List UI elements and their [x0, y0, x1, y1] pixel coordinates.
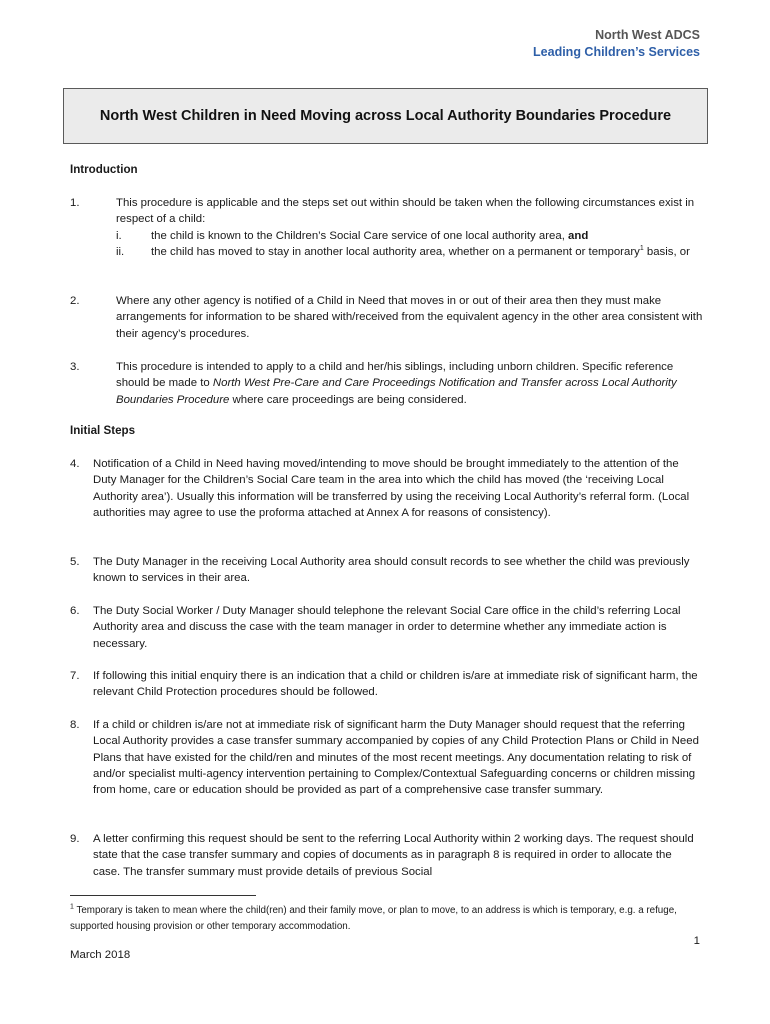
sub-item-ii: [116, 244, 706, 260]
referenced-procedure-title: North West Pre-Care and Care Proceedings Notification and Transfer across Local Authority Boundaries Procedure: [116, 377, 677, 406]
paragraph-text: The Duty Social Worker / Duty Manager should telephone the relevant Social Care office in the child’s referring Local Authority area and discuss the case with the team manager in order to determine whether any immediate action is necessary.: [93, 605, 681, 650]
paragraph-2: Where any other agency is notified of a Child in Need that moves in or out of their area then they must make arrangements for information to be shared with/received from the equivalent agency in the other area consistent with their agency’s procedures.: [116, 295, 703, 340]
document-title-box: [63, 88, 708, 144]
paragraph-text: If following this initial enquiry there is an indication that a child or children is/are at immediate risk of significant harm, the relevant Child Protection procedures should be followed.: [93, 670, 698, 699]
paragraph-number: 9.: [70, 833, 80, 845]
footnote-text: Temporary is taken to mean where the child(ren) and their family move, or plan to move, to an address is which is temporary, e.g. a refuge, supported housing provision or other temporary accommodation.: [70, 905, 677, 932]
emphasis-and: and: [568, 229, 589, 242]
paragraph-number: 8.: [70, 719, 80, 731]
paragraph-1: [116, 195, 706, 260]
paragraph-number: 3.: [70, 361, 80, 373]
paragraph-text: This procedure is intended to apply to a child and her/his siblings, including unborn children. Specific reference should be made to: [116, 361, 674, 390]
org-name: North West ADCS: [595, 28, 700, 42]
paragraph-text: If a child or children is/are not at immediate risk of significant harm the Duty Manager should request that the referring Local Authority provides a case transfer summary accompanied by copies of any Child Protection Plans or Child in Need Plans that have existed for the child/ren and minutes of the most recent meetings. Any documentation relating to risk of and/or specialist multi-agency intervention pertaining to Complex/Contextual Safeguarding concerns or children missing from home, care or education should be provided as part of a comprehensive case transfer summary.: [93, 719, 699, 797]
paragraph-text-end: where care proceedings are being considered.: [229, 393, 467, 406]
paragraph-number: 2.: [70, 295, 80, 307]
paragraph-number: 5.: [70, 556, 80, 568]
section-heading-initial-steps: Initial Steps: [70, 424, 136, 437]
footnote-mark: 1: [70, 903, 74, 911]
paragraph-8: [70, 717, 700, 798]
sub-item-number: ii.: [116, 245, 125, 258]
paragraph-text: Notification of a Child in Need having moved/intending to move should be brought immediately to the attention of the Duty Manager for the Children’s Social Care team in the area into which the child has moved (the ‘receiving Local Authority area’). Usually this information will be transferred by using the receiving Local Authority’s referral form. (Local authorities may agree to use the proforma attached at Annex A for reasons of consistency).: [93, 458, 690, 519]
section-heading-introduction: Introduction: [70, 163, 138, 176]
paragraph-number: 7.: [70, 670, 80, 682]
footnote-divider: [70, 895, 256, 896]
sub-item-i: [116, 228, 706, 244]
paragraph-text: The Duty Manager in the receiving Local Authority area should consult records to see whether the child was previously known to services in their area.: [93, 556, 690, 585]
sub-item-text: the child has moved to stay in another local authority area, whether on a permanent or temporary: [151, 245, 640, 258]
paragraph-number: 4.: [70, 458, 80, 470]
paragraph-7: [70, 668, 700, 701]
sub-item-text-end: basis, or: [643, 245, 690, 258]
paragraph-5: [70, 554, 700, 587]
document-title: North West Children in Need Moving across Local Authority Boundaries Procedure: [99, 108, 672, 124]
paragraph-9: [70, 831, 700, 880]
organisation-header: [533, 27, 700, 61]
paragraph-number: 1.: [70, 197, 80, 209]
paragraph-3: [116, 359, 706, 408]
paragraph-text: This procedure is applicable and the steps set out within should be taken when the following circumstances exist in respect of a child:: [116, 197, 695, 226]
paragraph-number: 6.: [70, 605, 80, 617]
footnote: [70, 903, 690, 935]
paragraph-4: [70, 456, 700, 521]
page-number: 1: [693, 935, 700, 947]
sub-item-number: i.: [116, 229, 122, 242]
sub-item-text: the child is known to the Children’s Social Care service of one local authority area,: [151, 229, 565, 242]
paragraph-6: [70, 603, 700, 652]
org-tagline: Leading Children’s Services: [533, 45, 700, 59]
footnote-reference[interactable]: 1: [639, 245, 644, 253]
document-date: March 2018: [70, 949, 131, 961]
paragraph-text: A letter confirming this request should be sent to the referring Local Authority within 2 working days. The request should state that the case transfer summary and copies of documents as in paragraph 8 is required in order to allocate the case. The transfer summary must provide details of previous Social: [93, 833, 694, 878]
